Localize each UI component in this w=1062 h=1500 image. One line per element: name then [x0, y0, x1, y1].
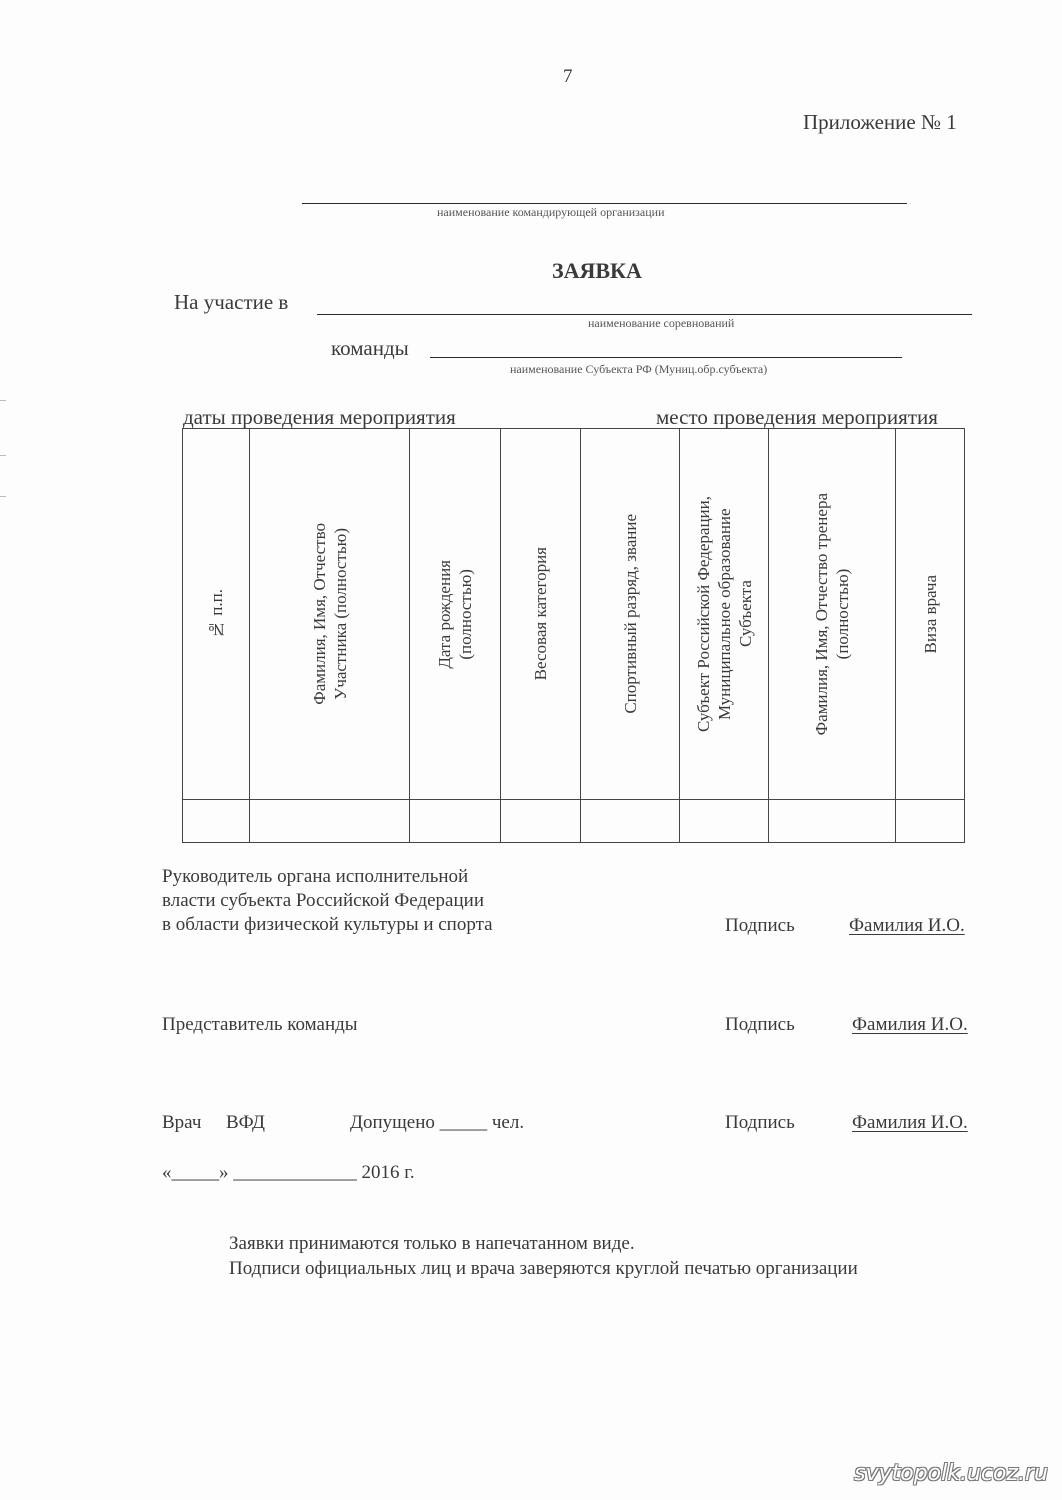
table-cell[interactable] [680, 800, 769, 843]
vfd-label: ВФД [226, 1112, 265, 1133]
head-name-field[interactable]: Фамилия И.О. [849, 915, 965, 936]
column-header: Виза врача [896, 429, 965, 800]
competition-name-line[interactable] [317, 314, 972, 315]
doctor-name-field[interactable]: Фамилия И.О. [852, 1112, 968, 1133]
signature-label: Подпись [725, 1112, 795, 1133]
table-cell[interactable] [250, 800, 410, 843]
representative-label: Представитель команды [162, 1014, 358, 1035]
dates-label: даты проведения мероприятия [183, 405, 456, 429]
org-caption: наименование командирующей организации [437, 205, 665, 219]
competition-caption: наименование соревнований [588, 316, 735, 330]
signature-label: Подпись [725, 915, 795, 936]
note-line2: Подписи официальных лиц и врача заверяются круглой печатью организации [229, 1258, 858, 1279]
watermark: svytopolk.ucoz.ru [854, 1461, 1048, 1486]
column-header: Спортивный разряд, звание [581, 429, 680, 800]
table-cell[interactable] [769, 800, 896, 843]
table-cell[interactable] [410, 800, 501, 843]
table-header-row [183, 429, 965, 800]
column-header: Дата рождения (полностью) [410, 429, 501, 800]
head-title-line3: в области физической культуры и спорта [162, 914, 493, 935]
column-header: Весовая категория [501, 429, 581, 800]
head-title-line2: власти субъекта Российской Федерации [162, 890, 484, 911]
region-caption: наименование Субъекта РФ (Муниц.обр.субъекта) [510, 362, 768, 376]
org-name-line[interactable] [302, 203, 907, 204]
team-label: команды [331, 336, 409, 360]
table-row[interactable] [183, 800, 965, 843]
table-cell[interactable] [183, 800, 250, 843]
column-header: № п.п. [183, 429, 250, 800]
scan-mark [0, 455, 6, 456]
column-header: Фамилия, Имя, Отчество Участника (полностью) [250, 429, 410, 800]
participation-label: На участие в [174, 290, 289, 314]
participants-table [182, 428, 965, 843]
table-cell[interactable] [501, 800, 581, 843]
table-cell[interactable] [581, 800, 680, 843]
column-header: Субъект Российской Федерации, Муниципальное образование Субъекта [680, 429, 769, 800]
column-header: Фамилия, Имя, Отчество тренера (полностью) [769, 429, 896, 800]
scan-mark [0, 400, 6, 401]
document-title: ЗАЯВКА [552, 258, 642, 283]
head-title-line1: Руководитель органа исполнительной [162, 866, 469, 887]
place-label: место проведения мероприятия [656, 405, 938, 429]
doctor-label: Врач [162, 1112, 202, 1133]
signature-label: Подпись [725, 1014, 795, 1035]
admitted-count-field[interactable]: Допущено _____ чел. [350, 1112, 525, 1133]
table-cell[interactable] [896, 800, 965, 843]
note-line1: Заявки принимаются только в напечатанном виде. [229, 1233, 635, 1254]
date-field[interactable]: «_____» _____________ 2016 г. [162, 1162, 415, 1183]
page-number: 7 [563, 66, 573, 87]
appendix-label: Приложение № 1 [803, 110, 957, 134]
representative-name-field[interactable]: Фамилия И.О. [852, 1014, 968, 1035]
scan-mark [0, 496, 6, 497]
region-name-line[interactable] [430, 357, 902, 358]
